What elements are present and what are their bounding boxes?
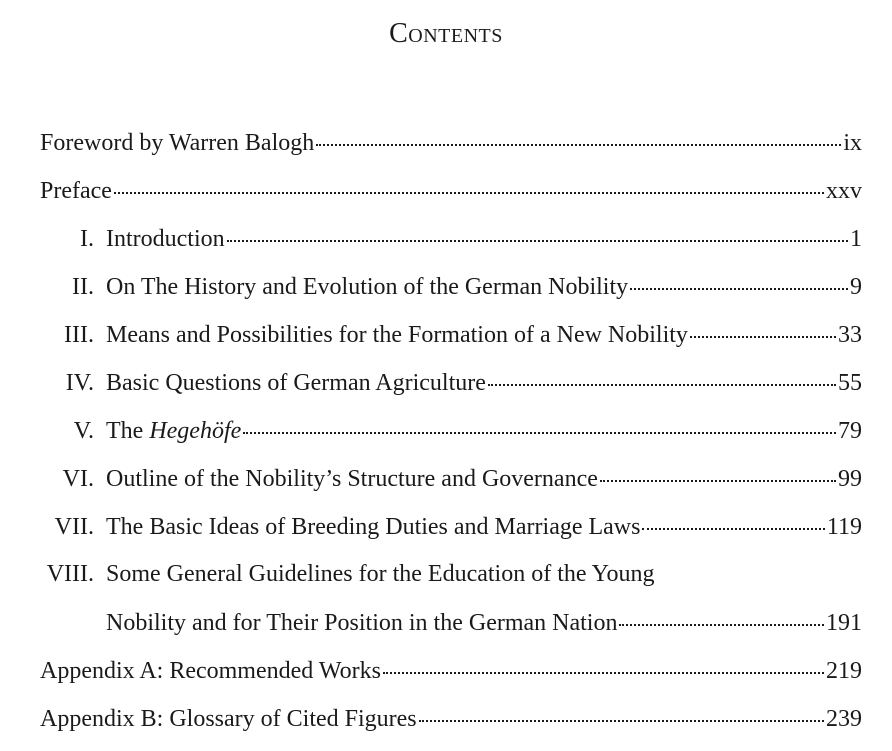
page-number: 33 bbox=[838, 322, 862, 348]
chapter-number: III. bbox=[64, 322, 94, 348]
dot-leader bbox=[114, 174, 824, 198]
page-number: 239 bbox=[826, 706, 862, 732]
entry-label: Appendix A: Recommended Works bbox=[40, 658, 381, 684]
toc-entry-chapter-3[interactable] bbox=[28, 318, 862, 351]
page-number: 9 bbox=[850, 274, 862, 300]
entry-label: Basic Questions of German Agriculture bbox=[106, 370, 486, 396]
page-title: Contents bbox=[389, 18, 503, 49]
chapter-number: VI. bbox=[62, 466, 94, 492]
toc-entry-chapter-2[interactable] bbox=[28, 270, 862, 303]
entry-label: The Basic Ideas of Breeding Duties and Marriage Laws bbox=[106, 514, 641, 540]
entry-label: Introduction bbox=[106, 226, 225, 252]
toc-entry-appendix-a[interactable] bbox=[40, 654, 862, 687]
page-number: 99 bbox=[838, 466, 862, 492]
page-number: 55 bbox=[838, 370, 862, 396]
entry-label: Some General Guidelines for the Education of the Young bbox=[106, 561, 655, 587]
page-number: 219 bbox=[826, 658, 862, 684]
page-number: 191 bbox=[826, 610, 862, 636]
page-number: 119 bbox=[826, 514, 862, 540]
entry-label: Foreword by Warren Balogh bbox=[40, 130, 315, 156]
toc-entry-chapter-1[interactable] bbox=[28, 222, 862, 255]
page-number: 1 bbox=[850, 226, 862, 252]
entry-label-continued: Nobility and for Their Position in the German Nation bbox=[106, 610, 618, 636]
toc-entry-chapter-5[interactable] bbox=[28, 414, 862, 447]
dot-leader bbox=[630, 270, 848, 294]
entry-label-prefix: The bbox=[106, 418, 150, 444]
dot-leader bbox=[619, 606, 824, 630]
toc-entry-chapter-4[interactable] bbox=[28, 366, 862, 399]
toc-entry-chapter-6[interactable] bbox=[28, 462, 862, 495]
entry-label: Outline of the Nobility’s Structure and Governance bbox=[106, 466, 598, 492]
entry-label bbox=[106, 415, 241, 447]
chapter-number: VIII. bbox=[46, 561, 94, 587]
toc-entry-chapter-8[interactable] bbox=[28, 558, 862, 590]
entry-label: Appendix B: Glossary of Cited Figures bbox=[40, 706, 417, 732]
entry-label: On The History and Evolution of the German Nobility bbox=[106, 274, 629, 300]
chapter-number: V. bbox=[73, 418, 94, 444]
chapter-number: I. bbox=[80, 226, 94, 252]
toc-entry-foreword[interactable] bbox=[40, 126, 862, 159]
dot-leader bbox=[600, 462, 836, 486]
entry-label-italic: Hegehöfe bbox=[149, 418, 242, 444]
dot-leader bbox=[383, 654, 824, 678]
dot-leader bbox=[243, 414, 836, 438]
dot-leader bbox=[690, 318, 836, 342]
entry-label: Preface bbox=[40, 178, 112, 204]
dot-leader bbox=[316, 126, 841, 150]
page-number: 79 bbox=[838, 418, 862, 444]
page-number: xxv bbox=[826, 178, 862, 204]
page-number: ix bbox=[843, 130, 862, 156]
dot-leader bbox=[642, 510, 824, 534]
chapter-number: IV. bbox=[65, 370, 94, 396]
chapter-number: II. bbox=[72, 274, 94, 300]
entry-label: Means and Possibilities for the Formation of a New Nobility bbox=[106, 322, 688, 348]
toc-entry-preface[interactable] bbox=[40, 174, 862, 207]
dot-leader bbox=[227, 222, 848, 246]
dot-leader bbox=[488, 366, 836, 390]
toc-entry-chapter-7[interactable] bbox=[28, 510, 862, 543]
toc-entry-appendix-b[interactable] bbox=[40, 702, 862, 735]
dot-leader bbox=[419, 702, 824, 726]
toc-entry-chapter-8-continued[interactable] bbox=[106, 606, 862, 639]
chapter-number: VII. bbox=[54, 514, 94, 540]
